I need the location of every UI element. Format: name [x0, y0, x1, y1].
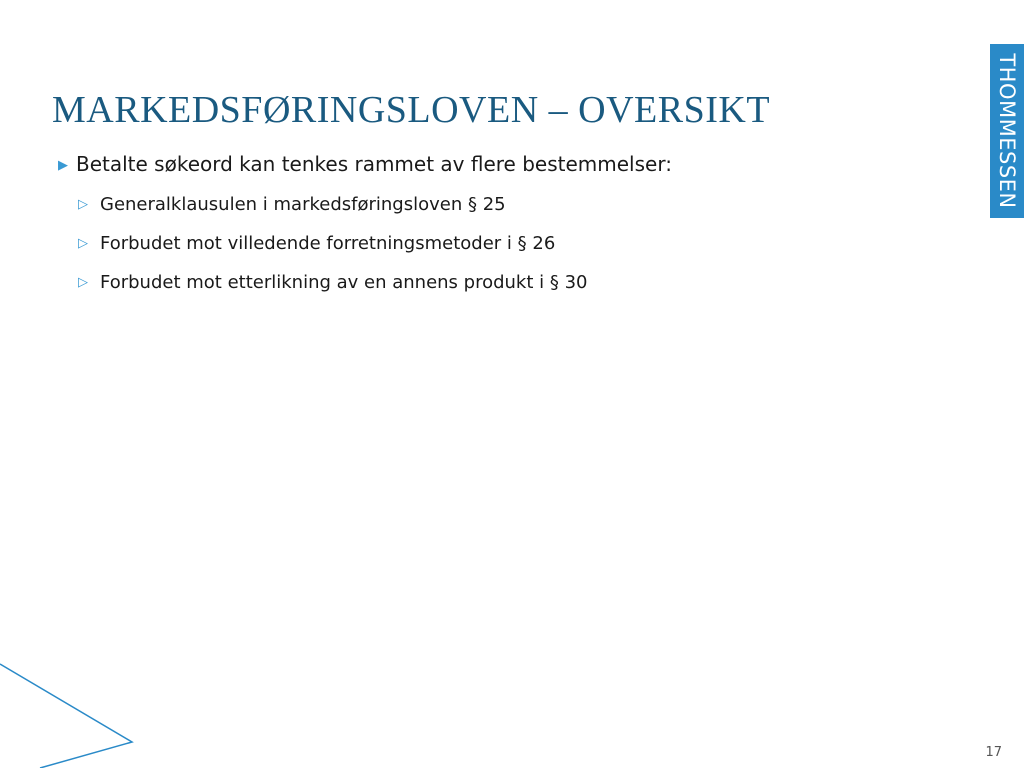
bullet-text: Betalte søkeord kan tenkes rammet av flere bestemmelser:	[76, 152, 672, 176]
sub-bullet-text: Forbudet mot villedende forretningsmetoder i § 26	[100, 233, 556, 254]
filled-triangle-bullet-icon: ▶	[58, 158, 68, 173]
slide-title: MARKEDSFØRINGSLOVEN – OVERSIKT	[52, 89, 771, 131]
page-number: 17	[985, 745, 1002, 760]
outline-triangle-bullet-icon: ▷	[78, 275, 88, 290]
outline-triangle-bullet-icon: ▷	[78, 236, 88, 251]
sub-bullet-item	[78, 233, 672, 254]
sub-bullet-item	[78, 272, 672, 293]
logo-text: THOMMESSEN	[995, 53, 1019, 209]
outline-triangle-bullet-icon: ▷	[78, 197, 88, 212]
sub-bullet-text: Forbudet mot etterlikning av en annens produkt i § 30	[100, 272, 588, 293]
sub-bullet-item	[78, 194, 672, 215]
decorative-chevron-lines	[0, 650, 140, 768]
bullet-item	[58, 152, 672, 176]
bullet-list	[58, 152, 672, 311]
thommessen-logo	[990, 44, 1024, 218]
sub-bullet-text: Generalklausulen i markedsføringsloven § 25	[100, 194, 506, 215]
